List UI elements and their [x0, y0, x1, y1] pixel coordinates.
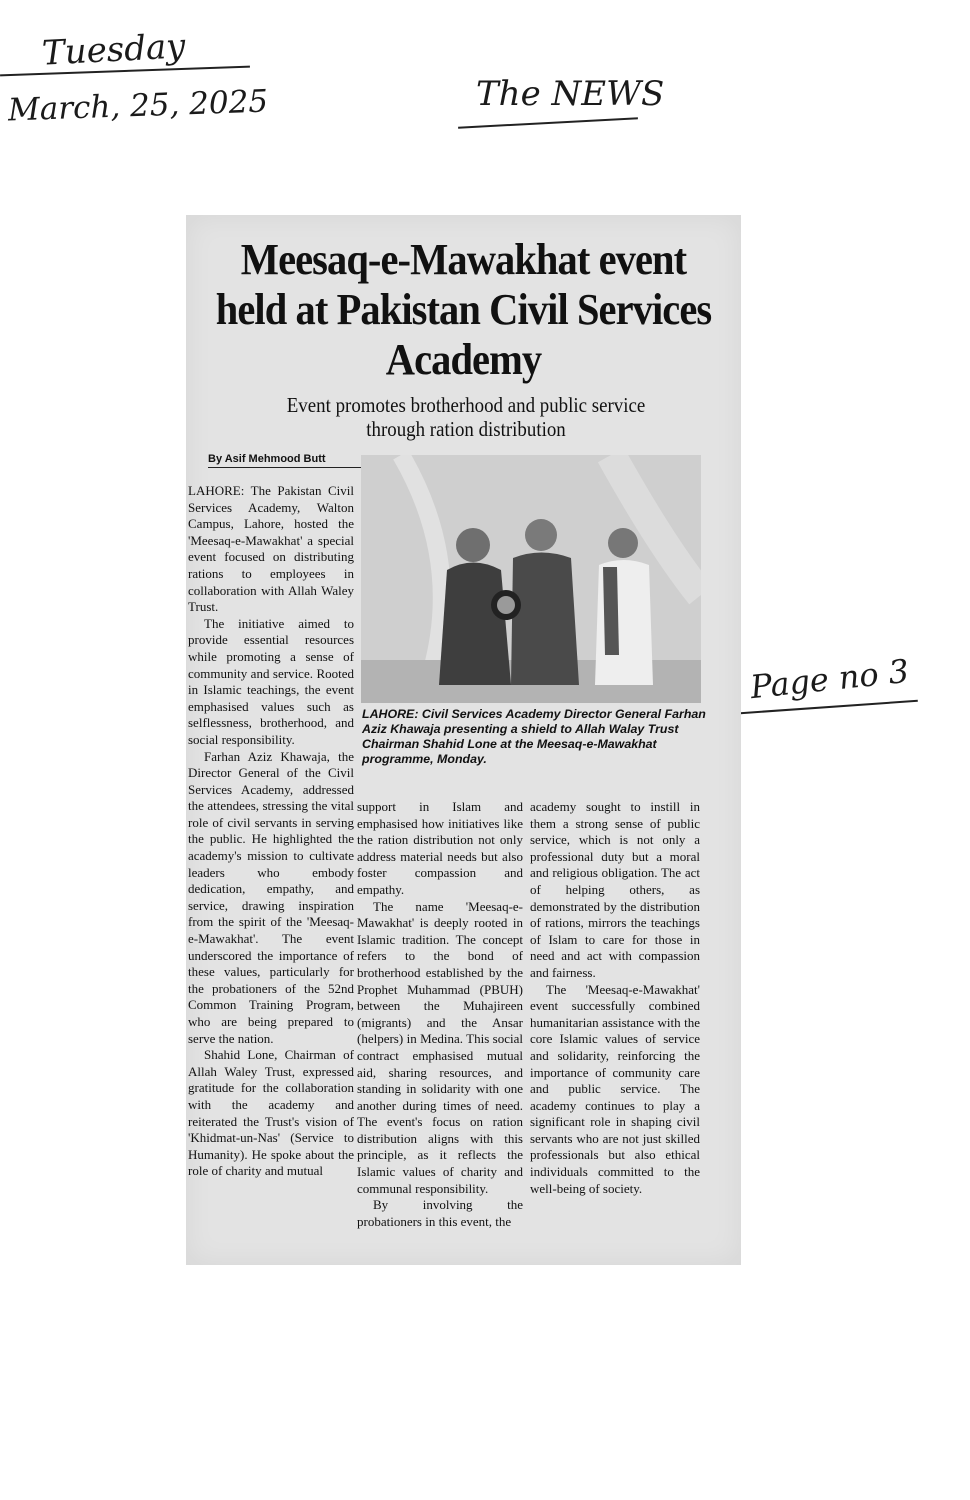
paragraph: Farhan Aziz Khawaja, the Director General of the Civil Services Academy, addressed the attendees, stressing the vital role of civil servants in serving the public. He highlighted the academy's mission to cultivate leaders who embody dedication, empathy, and service, drawing inspiration from the spirit of the 'Meesaq-e-Mawakhat'. The event underscored the importance of these values, particularly for the probationers of the 52nd Common Training Program, who are being prepared to serve the nation. [188, 748, 354, 1046]
paragraph: LAHORE: The Pakistan Civil Services Academy, Walton Campus, Lahore, hosted the 'Meesaq-e-Mawakhat' a special event focused on distributing rations to employees in collaboration with Allah Waley Trust. [188, 483, 354, 615]
underline-newspaper [458, 117, 638, 128]
article-headline: Meesaq-e-Mawakhat event held at Pakistan Civil Services Academy [215, 235, 712, 384]
photo-illustration [361, 455, 701, 703]
article-byline: By Asif Mehmood Butt [208, 453, 368, 468]
article-column-1 [188, 483, 354, 1180]
paragraph: The name 'Meesaq-e-Mawakhat' is deeply rooted in Islamic tradition. The concept refers to the bond of brotherhood established by the Prophet Muhammad (PBUH) between the Muhajireen (migrants) and the Ansar (helpers) in Medina. This social contract emphasised mutual aid, sharing resources, and standing in solidarity with one another during times of need. The event's focus on ration distribution aligns with this principle, as it reflects the Islamic values of charity and communal responsibility. [357, 898, 523, 1196]
paragraph: The 'Meesaq-e-Mawakhat' event successfully combined humanitarian assistance with the core Islamic values of service and solidarity, reinforcing the importance of community care and public service. The academy continues to play a significant role in shaping civil servants who are not just skilled professionals but also ethical individuals committed to the well-being of society. [530, 981, 700, 1196]
handwritten-page-number: Page no 3 [748, 651, 911, 707]
newspaper-clipping [186, 215, 741, 1265]
handwritten-date: March, 25, 2025 [7, 83, 269, 129]
paragraph: By involving the probationers in this event, the [357, 1197, 523, 1229]
handwritten-day: Tuesday [41, 26, 187, 74]
article-photo [361, 455, 701, 703]
article-column-3 [530, 799, 700, 1197]
paragraph: The initiative aimed to provide essential resources while promoting a sense of community and service. Rooted in Islamic teachings, the event emphasised values such as selflessness, brotherhood, and social responsibility. [188, 615, 354, 747]
photo-caption: LAHORE: Civil Services Academy Director General Farhan Aziz Khawaja presenting a shield to Allah Walay Trust Chairman Shahid Lone at the Meesaq-e-Mawakhat programme, Monday. [362, 707, 706, 766]
paragraph: Shahid Lone, Chairman of Allah Waley Trust, expressed gratitude for the collaboration with the academy and reiterated the Trust's vision of 'Khidmat-un-Nas' (Service to Humanity). He spoke about the role of charity and mutual [188, 1047, 354, 1179]
article-column-2 [357, 799, 523, 1230]
paragraph: support in Islam and emphasised how initiatives like the ration distribution not only address material needs but also foster compassion and empathy. [357, 799, 523, 897]
handwritten-newspaper-name: The NEWS [476, 74, 665, 114]
article-subheadline: Event promotes brotherhood and public service through ration distribution [286, 393, 646, 441]
paragraph: academy sought to instill in them a strong sense of public service, which is not only a professional duty but a moral and religious obligation. The act of helping others, as demonstrated by the distribution of rations, mirrors the teachings of Islam to care for those in need and act with compassion and fairness. [530, 799, 700, 980]
